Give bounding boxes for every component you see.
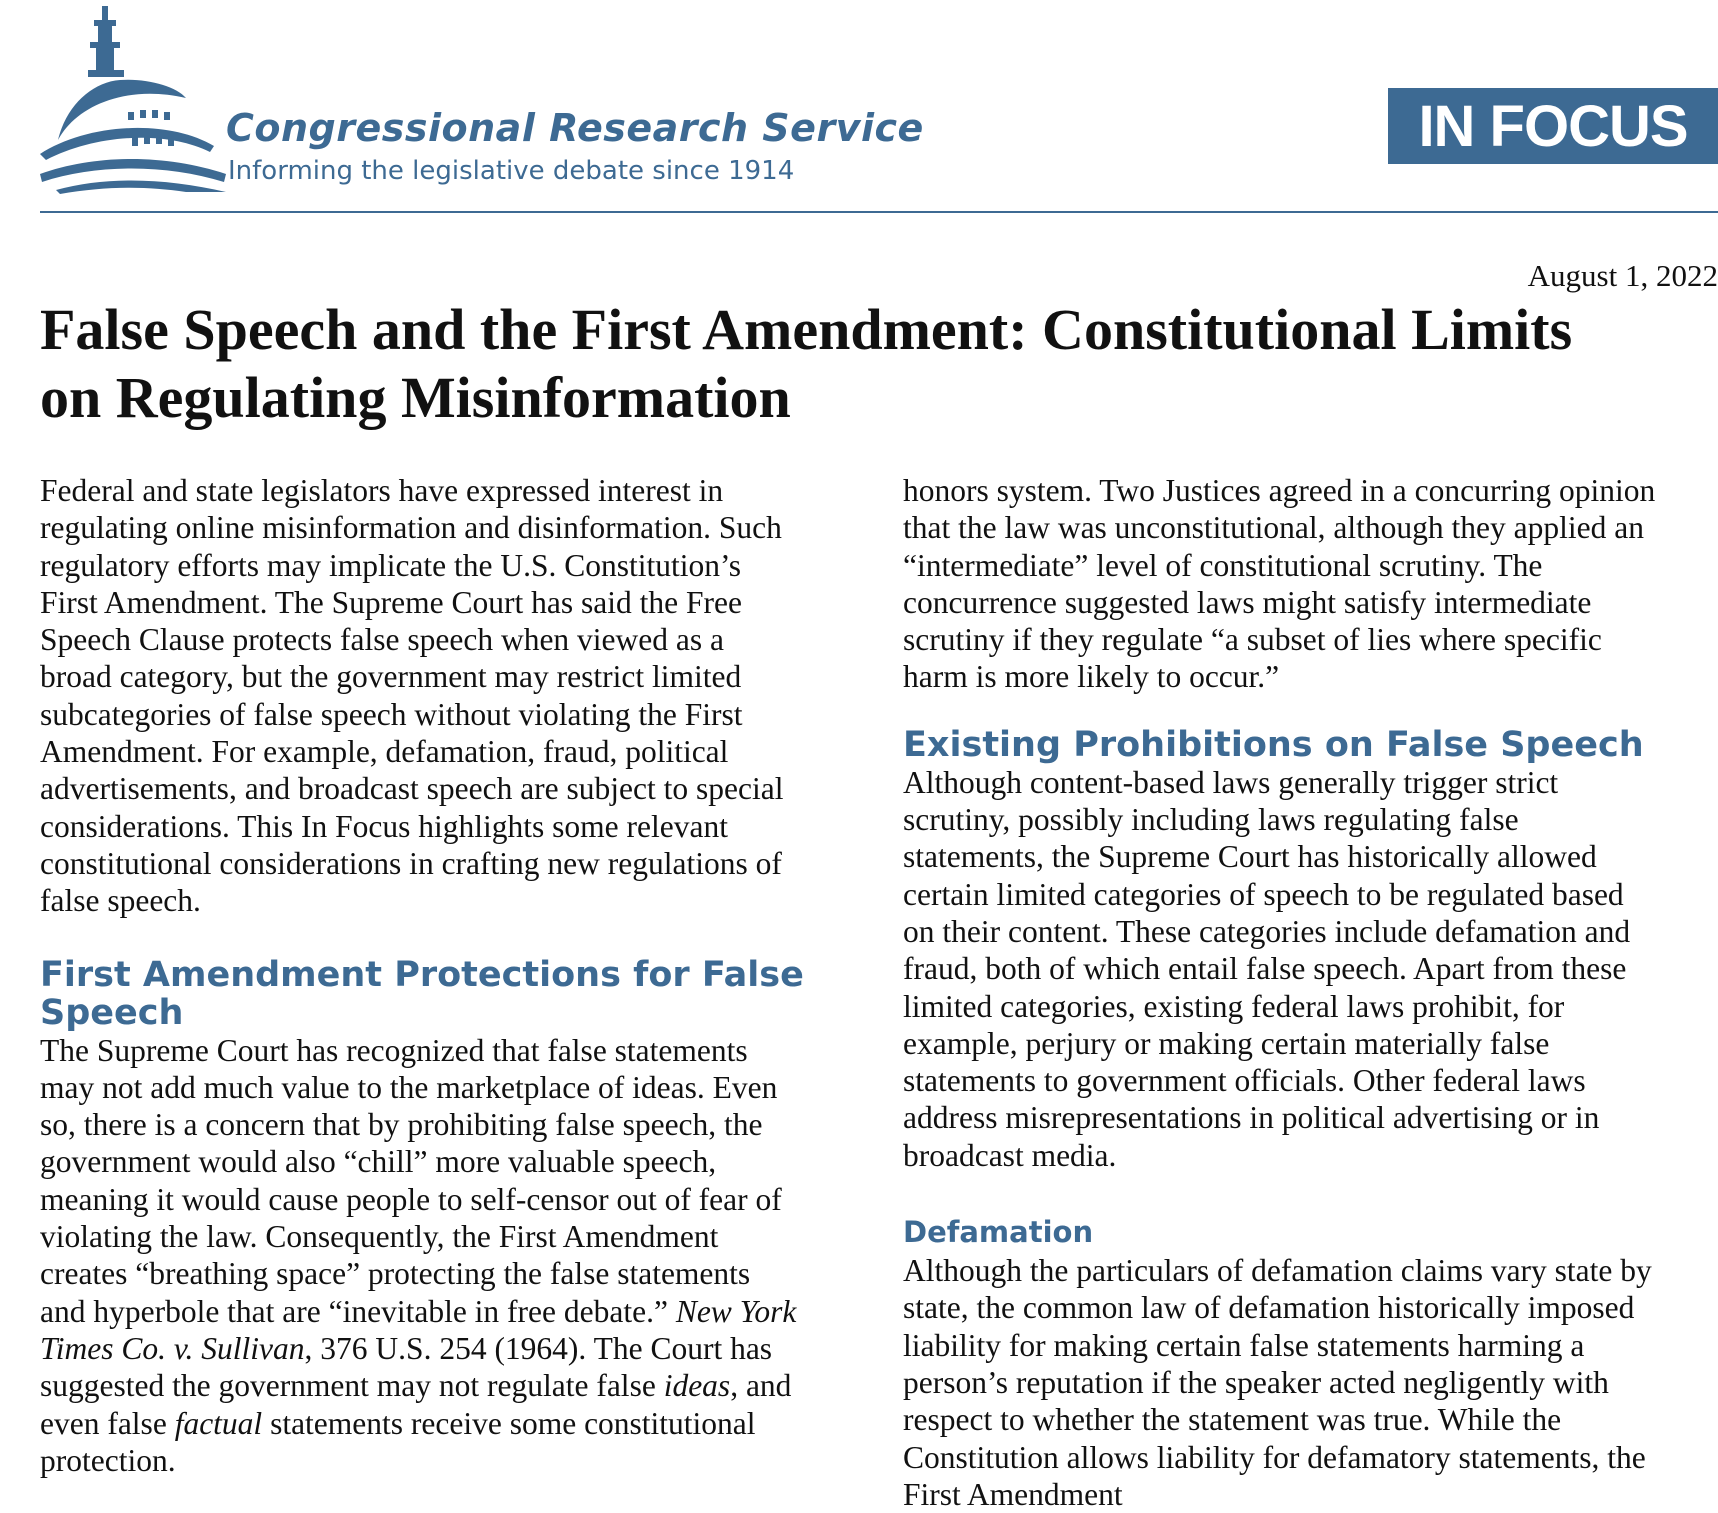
protections-text-a: The Supreme Court has recognized that false statements may not add much value to the marketplace of ideas. Even so, there is a concern that by prohibiting false speech, the government would also “chill” more valuable speech, meaning it would cause people to self-censor out of fear of violating the law. Consequently, the First Amendment creates “breathing space” protecting the false statements and hyperbole that are “inevitable in free debate.”	[40, 1032, 782, 1329]
case-name-part-2: Times Co. v. Sullivan	[40, 1330, 305, 1366]
prohibitions-paragraph: Although content-based laws generally trigger strict scrutiny, possibly including laws regulating false statements, the Supreme Court has historically allowed certain limited categories of speech to be regulated based on their content. These categories include defamation and fraud, both of which entail false speech. Apart from these limited categories, existing federal laws prohibit, for example, perjury or making certain materially false statements to government officials. Other federal laws address misrepresentations in political advertising or in broadcast media.	[903, 764, 1631, 1173]
defamation-paragraph: Although the particulars of defamation claims vary state by state, the common law of defamation historically imposed liability for making certain false statements harming a person’s reputation if the speaker acted negligently with respect to whether the statement was true. While the Constitution allows liability for defamatory statements, the First Amendment	[903, 1253, 1652, 1512]
emphasis-ideas: ideas	[663, 1368, 731, 1404]
subheading-defamation: Defamation	[903, 1215, 1094, 1250]
org-tagline: Informing the legislative debate since 1914	[228, 156, 795, 186]
section-heading-protections: First Amendment Protections for False Speech	[40, 954, 804, 1033]
protections-text-d: statements receive some constitutional protection.	[40, 1405, 756, 1478]
continued-paragraph: honors system. Two Justices agreed in a concurring opinion that the law was unconstitutional, although they applied an “intermediate” level of constitutional scrutiny. The concurrence suggested laws might satisfy intermediate scrutiny if they regulate “a subset of lies where specific harm is more likely to occur.”	[903, 473, 1656, 695]
publication-date: August 1, 2022	[1527, 258, 1718, 293]
org-name: Congressional Research Service	[226, 106, 924, 150]
left-column	[40, 472, 870, 1478]
protections-text-b: , 376 U.S. 254 (1964). The Court has suggested the government may not regulate false	[40, 1330, 773, 1404]
capitol-dome-icon	[36, 6, 236, 196]
document-title: False Speech and the First Amendment: Constitutional Limits on Regulating Misinformation	[40, 297, 1573, 430]
intro-paragraph: Federal and state legislators have expressed interest in regulating online misinformation and disinformation. Such regulatory efforts may implicate the U.S. Constitution’s First Amendment. The Supreme Court has said the Free Speech Clause protects false speech when viewed as a broad category, but the government may restrict limited subcategories of false speech without violating the First Amendment. For example, defamation, fraud, political advertisements, and broadcast speech are subject to special considerations. This In Focus highlights some relevant constitutional considerations in crafting new regulations of false speech.	[40, 473, 784, 919]
emphasis-factual: factual	[174, 1405, 263, 1441]
right-column	[903, 472, 1718, 1512]
in-focus-badge: IN FOCUS	[1388, 88, 1718, 164]
header-rule	[40, 211, 1718, 213]
case-name-part-1: New York	[675, 1293, 797, 1329]
protections-text-c: , and even false	[40, 1368, 792, 1441]
protections-paragraph	[40, 1032, 870, 1480]
section-heading-prohibitions: Existing Prohibitions on False Speech	[903, 724, 1644, 765]
